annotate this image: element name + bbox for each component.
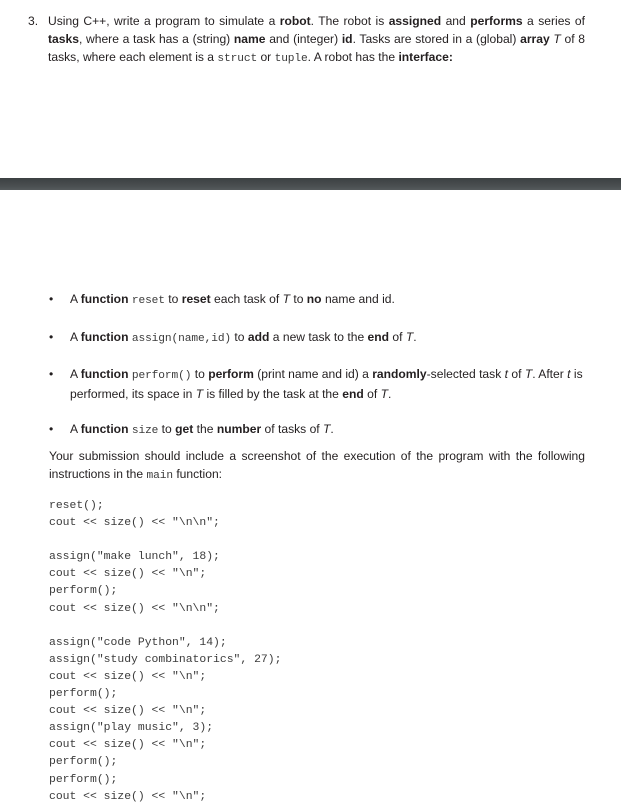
code-blank-line <box>49 618 469 635</box>
bullet-marker: • <box>49 329 54 344</box>
code-line: reset(); <box>49 500 104 512</box>
bullet-marker: • <box>49 422 54 436</box>
code-line: assign("study combinatorics", 27); <box>49 653 282 666</box>
code-line: perform(); <box>49 773 118 786</box>
code-block <box>49 498 469 806</box>
list-item-text: A function size to get the number of tasks of T. <box>70 422 334 437</box>
code-line: cout << size() << "\n"; <box>49 790 207 803</box>
code-line: assign("play music", 3); <box>49 722 214 735</box>
code-line: perform(); <box>49 585 118 598</box>
question-text: Using C++, write a program to simulate a robot. The robot is assigned and performs a series of tasks, where a task has a (string) name and (integer) id. Tasks are stored in a (global) array T of 8 tasks, where each element is a struct or tuple. A robot has the interface: <box>48 14 586 66</box>
dark-horizontal-band <box>0 178 621 190</box>
list-item <box>49 291 585 311</box>
code-line: perform(); <box>49 688 118 701</box>
question-block <box>28 12 585 69</box>
code-blank-line <box>49 532 469 549</box>
code-line: cout << size() << "\n"; <box>49 568 207 581</box>
code-line: assign("make lunch", 18); <box>49 551 220 564</box>
list-item-text: A function assign(name,id) to add a new task to the end of T. <box>70 329 417 345</box>
code-line: cout << size() << "\n"; <box>49 739 207 752</box>
code-line: assign("code Python", 14); <box>49 636 227 649</box>
question-number: 3. <box>28 14 39 28</box>
code-line: perform(); <box>49 756 118 769</box>
code-line: cout << size() << "\n"; <box>49 705 207 718</box>
submission-text: Your submission should include a screenshot of the execution of the program with the following instructions in the main function: <box>49 449 585 482</box>
list-item <box>49 366 585 403</box>
bullet-marker: • <box>49 292 54 306</box>
bullet-marker: • <box>49 367 54 381</box>
code-line: cout << size() << "\n\n"; <box>49 517 220 530</box>
code-line: cout << size() << "\n\n"; <box>49 602 220 615</box>
list-item <box>49 329 585 349</box>
submission-paragraph <box>49 448 585 485</box>
list-item <box>49 421 585 441</box>
list-item-text: A function perform() to perform (print name and id) a randomly-selected task t of T. After t is performed, its space in T is filled by the task at the end of T. <box>70 367 583 401</box>
code-line: cout << size() << "\n"; <box>49 670 207 683</box>
interface-bullet-list <box>49 291 585 441</box>
list-item-text: A function reset to reset each task of T to no name and id. <box>70 292 395 307</box>
